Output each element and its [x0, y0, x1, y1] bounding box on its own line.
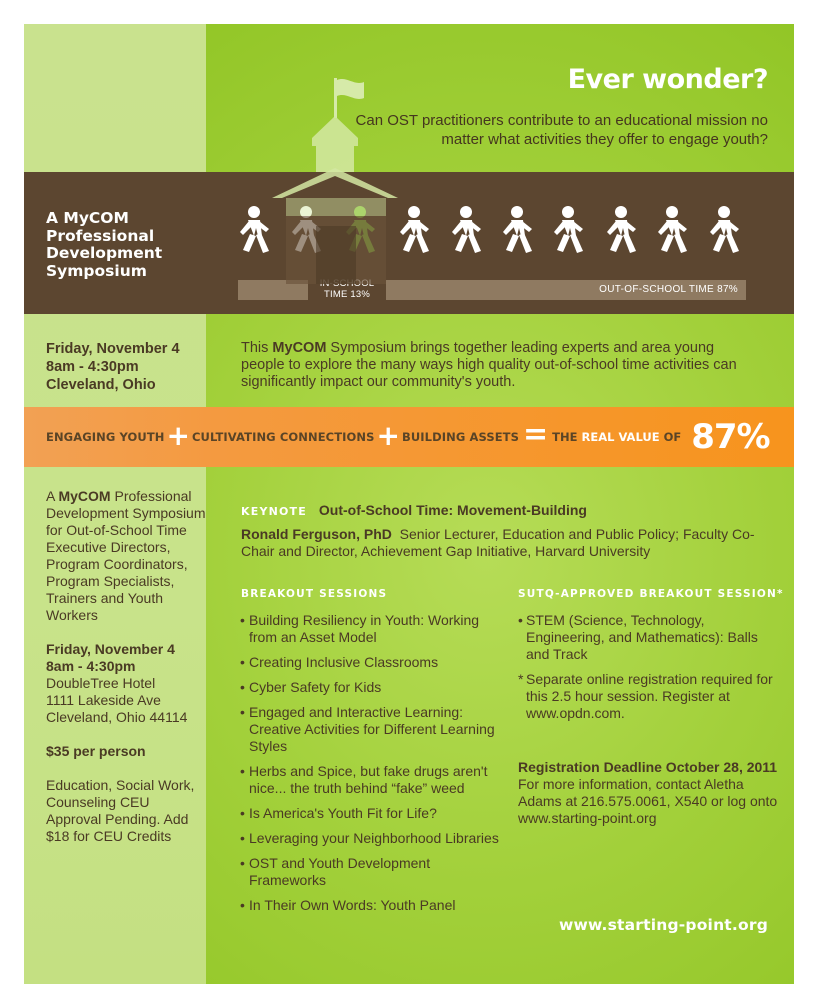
walker-1-icon [240, 206, 269, 253]
poster [24, 24, 794, 984]
intro-paragraph: This MyCOM Symposium brings together leading experts and area young people to explore the many ways high quality out-of-school time activities can significantly impact our community's youth. [241, 340, 737, 390]
keynote [241, 502, 587, 518]
list-item: • Leveraging your Neighborhood Libraries [240, 830, 500, 847]
audience-text: A MyCOM Professional Development Symposium for Out-of-School Time Executive Directors, Program Coordinators, Program Specialists, Trainers and Youth Workers [46, 488, 206, 623]
list-item: • Is America's Youth Fit for Life? [240, 805, 500, 822]
ceu-note: Education, Social Work, Counseling CEU Approval Pending. Add $18 for CEU Credits [46, 777, 195, 844]
schoolhouse-icon [272, 76, 422, 286]
sutq-heading: SUTQ-APPROVED BREAKOUT SESSION* [518, 588, 784, 600]
sutq-item: • STEM (Science, Technology, Engineering, and Mathematics): Balls and Track [518, 612, 778, 663]
walker-7-icon [554, 206, 583, 253]
sutq-note: * Separate online registration required for this 2.5 hour session. Register at www.opdn.com. [518, 671, 778, 722]
website-link[interactable]: www.starting-point.org [558, 916, 768, 934]
keynote-heading: KEYNOTE [241, 505, 307, 518]
value-equation-band [24, 407, 794, 467]
breakout-heading: BREAKOUT SESSIONS [241, 588, 388, 600]
sidebar-details [46, 488, 206, 862]
out-of-school-label: OUT-OF-SCHOOL TIME 87% [599, 284, 738, 295]
walker-8-icon [607, 206, 636, 253]
event-date-block: Friday, November 4 8am - 4:30pm Cleveland, Ohio [46, 341, 180, 393]
equation-result: THE REAL VALUE OF [552, 430, 682, 444]
keynote-title: Out-of-School Time: Movement-Building [318, 502, 587, 518]
out-of-school-bar [378, 280, 746, 300]
equation-term-2: CULTIVATING CONNECTIONS [191, 430, 375, 444]
plus-icon: + [376, 419, 400, 452]
in-school-label: TIME 13% [308, 275, 386, 303]
walker-6-icon [503, 206, 532, 253]
walker-10-icon [710, 206, 739, 253]
sutq-session [518, 612, 778, 722]
list-item: • Engaged and Interactive Learning: Creative Activities for Different Learning Styles [240, 704, 500, 755]
equation-term-1: ENGAGING YOUTH [46, 430, 165, 444]
registration-info [518, 759, 778, 827]
walker-5-icon [452, 206, 481, 253]
equation-value: 87% [691, 417, 770, 457]
price: $35 per person [46, 743, 146, 759]
headline: Ever wonder? [567, 64, 768, 95]
flag-icon [334, 78, 364, 118]
walker-9-icon [658, 206, 687, 253]
list-item: • Cyber Safety for Kids [240, 679, 500, 696]
venue-block: Friday, November 4 8am - 4:30pm DoubleTree Hotel 1111 Lakeside Ave Cleveland, Ohio 44114 [46, 641, 188, 725]
list-item: • Building Resiliency in Youth: Working from an Asset Model [240, 612, 500, 646]
list-item: • Herbs and Spice, but fake drugs aren't nice... the truth behind “fake” weed [240, 763, 500, 797]
symposium-title: A MyCOM Professional Development Symposium [46, 209, 163, 280]
keynote-speaker: Ronald Ferguson, PhD Senior Lecturer, Education and Public Policy; Faculty Co-Chair and Director, Achievement Gap Initiative, Harvard University [241, 526, 755, 559]
registration-deadline: Registration Deadline October 28, 2011 [518, 759, 778, 775]
equals-icon: = [523, 417, 549, 452]
breakout-list [240, 612, 500, 922]
list-item: • Creating Inclusive Classrooms [240, 654, 500, 671]
list-item: • OST and Youth Development Frameworks [240, 855, 500, 889]
plus-icon: + [166, 419, 190, 452]
headline-question: Can OST practitioners contribute to an educational mission no matter what activities they offer to engage youth? [355, 112, 768, 148]
equation-term-3: BUILDING ASSETS [401, 430, 520, 444]
contact-info: For more information, contact Aletha Adams at 216.575.0061, X540 or log onto www.starting-point.org [518, 776, 778, 826]
list-item: • In Their Own Words: Youth Panel [240, 897, 500, 914]
